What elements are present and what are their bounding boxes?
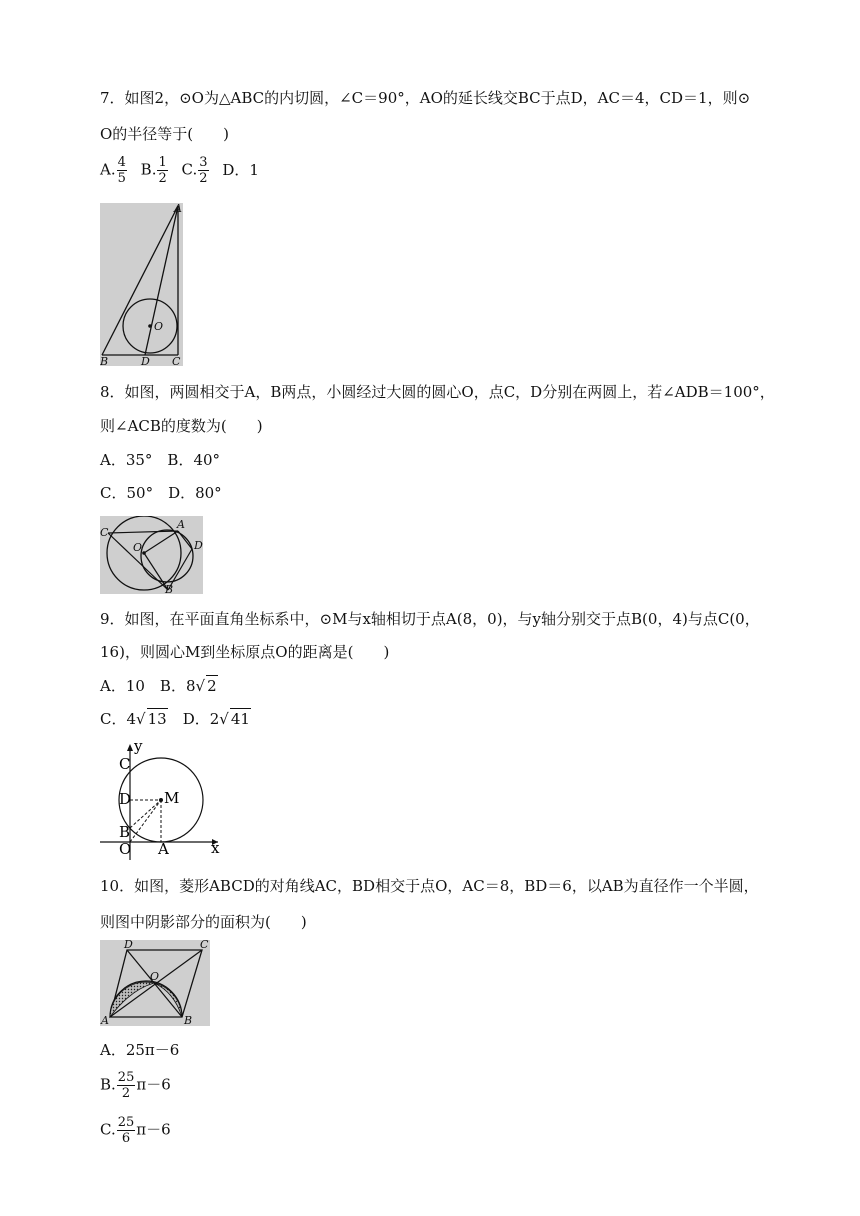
q8-options-line1: A．35° B．40° — [100, 451, 221, 469]
q10-label-b: B — [184, 1014, 193, 1026]
q8-figure — [100, 516, 203, 594]
q10-label-o: O — [150, 970, 160, 983]
q7-options — [100, 155, 267, 186]
q7-label-d: D — [141, 355, 150, 366]
q9-figure — [100, 742, 225, 862]
q10-option-a: A．25π－6 — [100, 1041, 180, 1059]
q7-figure — [100, 203, 183, 366]
q7-option-d: D．1 — [222, 160, 259, 179]
q8-label-a: A — [177, 518, 185, 531]
q9-label-y: y — [134, 742, 143, 755]
q8-label-b: B — [165, 583, 174, 594]
q8-label-c: C — [100, 526, 109, 539]
q7-label-o: O — [154, 320, 164, 333]
q10-figure — [100, 940, 210, 1026]
q7-stem-line2: O的半径等于( ) — [100, 125, 230, 143]
q9-options-line1: A．10 B．8√ 2 — [100, 677, 217, 695]
q9-label-d: D — [119, 790, 132, 808]
q9-label-c: C — [119, 755, 131, 773]
q9-label-a: A — [158, 840, 169, 858]
q9-label-x: x — [211, 839, 220, 857]
q7-label-c: C — [172, 355, 181, 366]
q10-label-d: D — [124, 940, 133, 951]
q9-stem-line1: 9．如图，在平面直角坐标系中，⊙M与x轴相切于点A(8，0)，与y轴分别交于点B(0，4)与点C(0， — [100, 610, 760, 628]
q9-label-b: B — [119, 823, 131, 841]
q7-option-b: B. $\frac{1}{2}$ — [140, 155, 167, 186]
q9-label-o: O — [119, 840, 132, 858]
q7-label-a: A — [174, 203, 182, 215]
q8-label-o: O — [133, 541, 143, 554]
q10-label-c: C — [200, 940, 209, 951]
q10-option-b: B. $\frac{25}{2}$ π－6 — [100, 1070, 171, 1101]
q7-option-a: A. $\frac{4}{5}$ — [100, 155, 126, 186]
q10-label-a: A — [101, 1014, 109, 1026]
q7-stem-line1: 7．如图2，⊙O为△ABC的内切圆，∠C＝90°，AO的延长线交BC于点D，AC＝4，CD＝1，则⊙ — [100, 89, 751, 107]
q8-stem-line1: 8．如图，两圆相交于A，B两点，小圆经过大圆的圆心O，点C，D分别在两圆上，若∠ADB＝100°， — [100, 383, 775, 401]
q10-stem-line1: 10．如图，菱形ABCD的对角线AC，BD相交于点O，AC＝8，BD＝6，以AB为直径作一个半圆， — [100, 877, 759, 895]
q8-label-d: D — [194, 539, 203, 552]
q7-label-b: B — [100, 355, 109, 366]
q9-options-line2: C．4√ 13 D．2√ 41 — [100, 710, 250, 728]
q9-label-m: M — [164, 789, 180, 807]
q7-option-c: C. $\frac{3}{2}$ — [181, 155, 208, 186]
q9-stem-line2: 16)，则圆心M到坐标原点O的距离是( ) — [100, 643, 390, 661]
q10-option-c: C. $\frac{25}{6}$ π－6 — [100, 1115, 171, 1146]
q8-options-line2: C．50° D．80° — [100, 484, 222, 502]
q10-stem-line2: 则图中阴影部分的面积为( ) — [100, 913, 307, 931]
q8-stem-line2: 则∠ACB的度数为( ) — [100, 417, 263, 435]
